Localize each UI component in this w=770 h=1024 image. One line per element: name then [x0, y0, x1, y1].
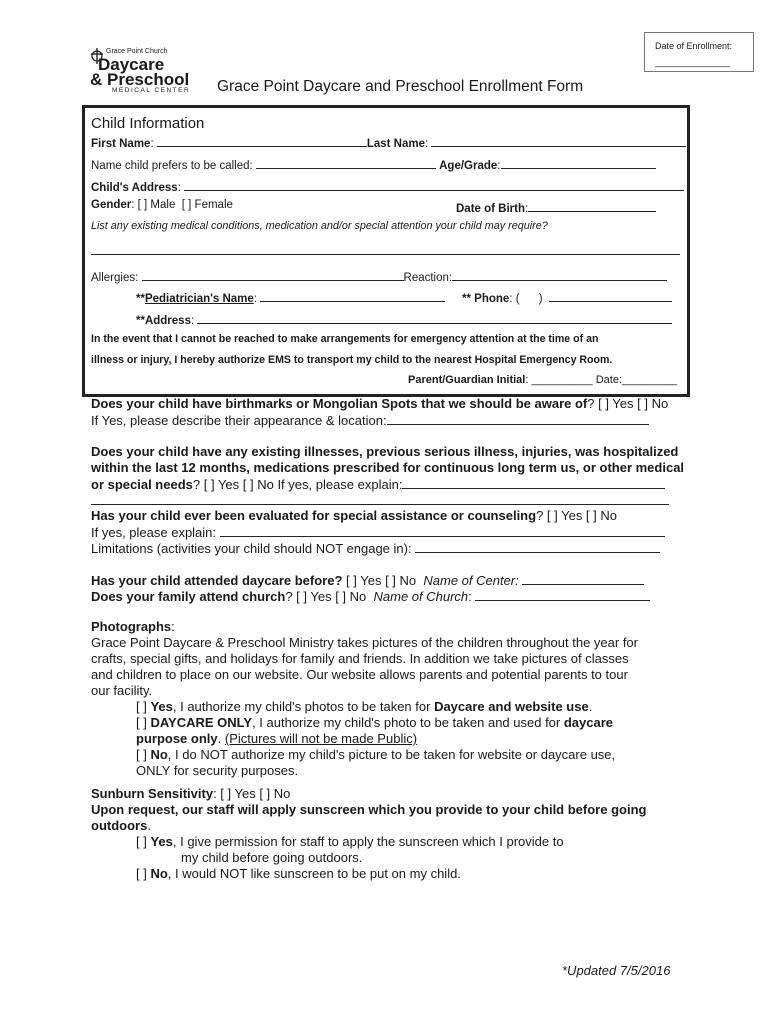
birthmarks-question: [91, 396, 668, 411]
photos-yes-label: Yes: [150, 699, 173, 714]
photos-option-daycare[interactable]: [136, 715, 613, 730]
age-grade-label: Age/Grade: [439, 160, 498, 172]
church-field[interactable]: [475, 588, 650, 601]
enrollment-date-box: [644, 32, 754, 72]
sun-no-text: , I would NOT like sunscreen to be put on my child.: [167, 866, 461, 881]
name-row: First Name: Last Name:: [91, 134, 686, 150]
sun-no-checkbox[interactable]: [ ]: [136, 866, 151, 881]
last-name-label: Last Name: [366, 138, 425, 150]
sun-row: [91, 786, 290, 801]
sun-yes-text: , I give permission for staff to apply the sunscreen which I provide to: [172, 834, 564, 849]
photos-option-no[interactable]: [136, 747, 615, 762]
child-address-field[interactable]: [184, 178, 684, 191]
logo-small-text: Grace Point Church: [106, 48, 168, 55]
photos-daycare-scope: daycare: [563, 715, 614, 730]
church-options[interactable]: ? [ ] Yes [ ] No: [285, 589, 367, 604]
photos-heading-row: Photographs:: [91, 619, 175, 634]
birthmarks-options[interactable]: ? [ ] Yes [ ] No: [587, 396, 669, 411]
pediatrician-address-label: **Address: [136, 315, 191, 327]
photos-para-4: our facility.: [91, 683, 153, 698]
birthmarks-describe-field[interactable]: [387, 412, 649, 425]
eval-explain-row: [91, 524, 665, 540]
allergies-row: [91, 268, 667, 284]
sun-request-outdoors: outdoors: [91, 818, 148, 833]
logo: [90, 46, 220, 96]
reaction-field[interactable]: [452, 268, 667, 281]
age-grade-field[interactable]: [501, 156, 656, 169]
pediatrician-label: Pediatrician's Name: [144, 293, 254, 305]
church-label: Name of Church: [373, 589, 469, 604]
phone-row: ** Phone: ( ): [462, 289, 672, 305]
daycare-row: [91, 572, 644, 588]
pediatrician-address-field[interactable]: [197, 311, 672, 324]
sun-yes-checkbox[interactable]: [ ]: [136, 834, 151, 849]
ems-line-1: In the event that I cannot be reached to make arrangements for emergency attention at the time of an: [91, 333, 599, 345]
allergies-field[interactable]: [142, 268, 404, 281]
phone-field[interactable]: [549, 289, 672, 302]
logo-preschool: & Preschool: [90, 70, 190, 89]
prefers-field[interactable]: [256, 156, 436, 169]
updated-date: *Updated 7/5/2016: [562, 963, 671, 978]
child-info-heading: Child Information: [91, 115, 205, 132]
photos-no-label: No: [150, 747, 168, 762]
photos-daycare-note: (Pictures will not be made Public): [224, 731, 418, 746]
gender-row: Gender: [ ] Male [ ] Female: [91, 199, 233, 211]
dob-row: Date of Birth:: [456, 199, 656, 215]
eval-explain-label: If yes, please explain:: [91, 525, 217, 540]
female-checkbox[interactable]: [ ] Female: [181, 199, 233, 211]
address-row: Child's Address:: [91, 178, 684, 194]
enrollment-date-label: Date of Enrollment:: [655, 41, 733, 51]
photos-heading: Photographs: [91, 619, 172, 634]
sun-request-2: outdoors.: [91, 818, 151, 833]
sun-option-no[interactable]: [136, 866, 461, 881]
logo-medical-center: MEDICAL CENTER: [112, 87, 191, 94]
photos-no-checkbox[interactable]: [ ]: [136, 747, 151, 762]
birthmarks-describe-label: If Yes, please describe their appearance & location:: [91, 413, 387, 428]
allergies-label: Allergies:: [91, 272, 139, 284]
daycare-question: Has your child attended daycare before?: [91, 573, 343, 588]
sun-request-1: Upon request, our staff will apply sunscreen which you provide to your child before going: [91, 802, 647, 817]
photos-yes-scope: Daycare and website use: [434, 699, 589, 714]
center-label: Name of Center:: [423, 573, 519, 588]
pediatrician-prefix: **: [136, 293, 145, 305]
illness-line-3: [91, 476, 665, 492]
sun-option-yes[interactable]: [136, 834, 564, 849]
birthmarks-describe: [91, 412, 649, 428]
phone-paren-close: ): [538, 293, 543, 305]
daycare-options[interactable]: [ ] Yes [ ] No: [346, 573, 417, 588]
first-name-field[interactable]: [157, 134, 367, 147]
limitations-label: Limitations (activities your child should NOT engage in):: [91, 541, 412, 556]
medical-question: List any existing medical conditions, medication and/or special attention your child may require?: [91, 220, 548, 232]
sun-heading: Sunburn Sensitivity: [91, 786, 214, 801]
illness-line-1: Does your child have any existing illnesses, previous serious illness, injuries, was hospitalized: [91, 444, 679, 459]
pediatrician-row: **Pediatrician's Name:: [136, 289, 445, 305]
prefers-row: Name child prefers to be called: Age/Grade:: [91, 156, 656, 172]
phone-label: ** Phone: [462, 293, 510, 305]
photos-daycare-checkbox[interactable]: [ ]: [136, 715, 151, 730]
photos-option-no-2: ONLY for security purposes.: [136, 763, 299, 778]
form-title: Grace Point Daycare and Preschool Enrollment Form: [217, 78, 584, 95]
date-label: Date:: [595, 374, 623, 386]
photos-option-yes[interactable]: [ ] Yes, I authorize my child's photos to be taken for Daycare and website use.: [136, 699, 593, 714]
photos-option-daycare-2: purpose only. (Pictures will not be made Public): [136, 731, 418, 746]
photos-no-text: , I do NOT authorize my child's picture to be taken for website or daycare use,: [167, 747, 616, 762]
date-field[interactable]: _________: [622, 374, 678, 386]
initial-label: Parent/Guardian Initial: [408, 374, 526, 386]
male-checkbox[interactable]: [ ] Male: [137, 199, 176, 211]
illness-explain-field-2[interactable]: [91, 492, 669, 505]
eval-text: Has your child ever been evaluated for special assistance or counseling: [91, 508, 537, 523]
medical-field[interactable]: [91, 242, 680, 255]
gender-label: Gender: [91, 199, 132, 211]
photos-daycare-text: , I authorize my child's photo to be taken and used for: [252, 715, 564, 730]
church-question: Does your family attend church: [91, 589, 286, 604]
limitations-row: [91, 540, 660, 556]
eval-options[interactable]: ? [ ] Yes [ ] No: [536, 508, 618, 523]
child-address-label: Child's Address: [91, 182, 178, 194]
illness-special-needs: or special needs: [91, 477, 193, 492]
reaction-label: Reaction:: [403, 272, 453, 284]
center-field[interactable]: [522, 572, 644, 585]
sun-option-yes-2: my child before going outdoors.: [181, 850, 363, 865]
sun-yes-label: Yes: [150, 834, 173, 849]
photos-para-3: and children to place on our website. Our website allows parents and potential parents to tour: [91, 667, 628, 682]
first-name-label: First Name: [91, 138, 151, 150]
photos-para-1: Grace Point Daycare & Preschool Ministry takes pictures of the children throughout the year for: [91, 635, 638, 650]
logo-daycare: Daycare: [98, 55, 165, 74]
illness-line-2: within the last 12 months, medications prescribed for continuous long term us, or other medical: [91, 460, 685, 475]
illness-options[interactable]: ? [ ] Yes [ ] No If yes, please explain:: [192, 477, 403, 492]
prefers-label: Name child prefers to be called:: [91, 160, 253, 172]
birthmarks-text: Does your child have birthmarks or Mongolian Spots that we should be aware of: [91, 396, 588, 411]
last-name-field[interactable]: [431, 134, 686, 147]
eval-question: [91, 508, 617, 523]
dob-field[interactable]: [528, 199, 656, 212]
photos-daycare-purpose: purpose only: [136, 731, 218, 746]
photos-yes-text: , I authorize my child's photos to be taken for: [172, 699, 435, 714]
initial-row: Parent/Guardian Initial: __________ Date:_________: [408, 374, 678, 386]
enrollment-date-field[interactable]: _______________: [655, 57, 731, 67]
dob-label: Date of Birth: [456, 203, 525, 215]
illness-explain-field[interactable]: [402, 476, 665, 489]
phone-paren-open: (: [515, 293, 520, 305]
limitations-field[interactable]: [415, 540, 660, 553]
ems-line-2: illness or injury, I hereby authorize EMS to transport my child to the nearest Hospital Emergency Room.: [91, 354, 613, 366]
pediatrician-field[interactable]: [260, 289, 445, 302]
sun-no-label: No: [150, 866, 168, 881]
pediatrician-address-row: **Address:: [136, 311, 672, 327]
photos-para-2: crafts, special gifts, and holidays for family and friends. In addition we take pictures of classes: [91, 651, 629, 666]
church-row: Does your family attend church? [ ] Yes [ ] No Name of Church:: [91, 588, 650, 604]
eval-explain-field[interactable]: [220, 524, 665, 537]
photos-daycare-label: DAYCARE ONLY: [150, 715, 253, 730]
photos-yes-checkbox[interactable]: [ ]: [136, 699, 151, 714]
initial-field[interactable]: __________: [531, 374, 593, 386]
sun-options[interactable]: : [ ] Yes [ ] No: [213, 786, 291, 801]
